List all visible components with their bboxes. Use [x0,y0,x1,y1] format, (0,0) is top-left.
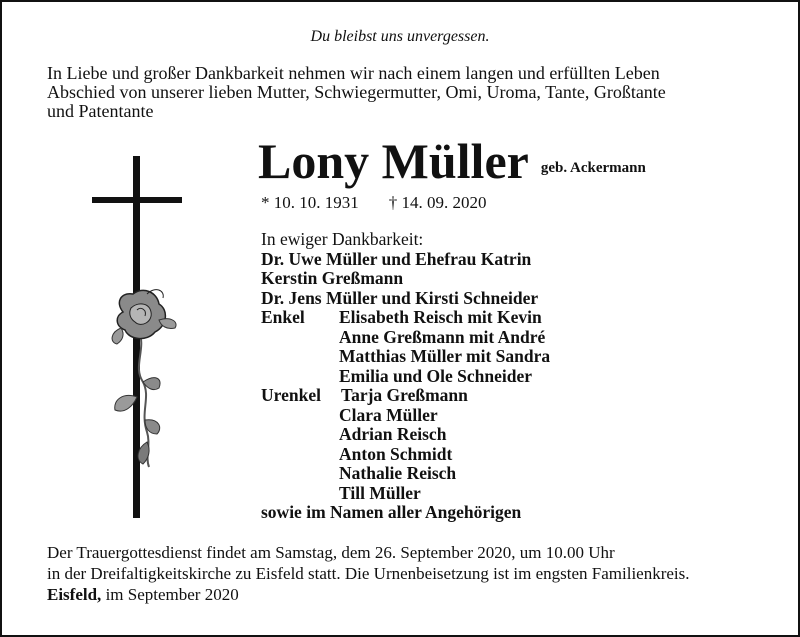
intro-text [47,64,767,121]
grandchild-entry [261,308,550,328]
birth-date: * 10. 10. 1931 [261,193,359,212]
great-grandchild-entry [261,406,550,426]
grandchild-entry [261,367,550,387]
great-grandchild-name: Tarja Greßmann [341,385,468,405]
grandchild-entry [261,347,550,367]
deceased-name: Lony Müller [258,133,529,189]
grandchild-name: Emilia und Ole Schneider [339,365,533,386]
maiden-name: geb. Ackermann [540,160,646,176]
grandchild-entry [261,328,550,348]
name-line [258,132,646,190]
cross-with-rose [85,152,195,527]
great-grandchild-entry [261,445,550,465]
place-date-line [47,584,690,605]
great-grandchild-name: Till Müller [339,482,421,503]
great-grandchildren-label: Urenkel [261,385,321,405]
service-line: in der Dreifaltigkeitskirche zu Eisfeld statt. Die Urnenbeisetzung ist im engsten Familienkreis. [47,564,690,583]
date-line: im September 2020 [105,585,239,604]
motto: Du bleibst uns unvergessen. [310,28,490,45]
child-entry: Dr. Uwe Müller und Ehefrau Katrin [261,248,532,269]
grandchild-name: Elisabeth Reisch mit Kevin [339,307,542,327]
great-grandchild-entry [261,386,550,406]
relatives-line: sowie im Namen aller Angehörigen [261,502,522,522]
place: Eisfeld, [47,585,102,604]
death-date: † 14. 09. 2020 [388,193,487,212]
service-info [47,542,690,605]
great-grandchild-name: Anton Schmidt [339,443,453,464]
intro-line: Abschied von unserer lieben Mutter, Schwiegermutter, Omi, Uroma, Tante, Großtante [47,82,666,102]
great-grandchild-entry [261,484,550,504]
intro-line: und Patentante [47,101,154,121]
service-line: Der Trauergottesdienst findet am Samstag, dem 26. September 2020, um 10.00 Uhr [47,543,615,562]
child-entry: Kerstin Greßmann [261,268,404,288]
great-grandchild-name: Adrian Reisch [339,424,447,444]
great-grandchild-entry [261,464,550,484]
grandchild-name: Matthias Müller mit Sandra [339,346,551,366]
great-grandchild-entry [261,425,550,445]
great-grandchild-name: Nathalie Reisch [339,463,457,483]
grandchildren-label: Enkel [261,307,305,327]
intro-line: In Liebe und großer Dankbarkeit nehmen wir nach einem langen und erfüllten Leben [47,63,660,83]
mourners-list [261,230,550,523]
child-entry: Dr. Jens Müller und Kirsti Schneider [261,287,539,308]
grandchild-name: Anne Greßmann mit André [339,326,546,347]
life-dates [261,193,487,213]
gratitude-heading: In ewiger Dankbarkeit: [261,229,424,249]
great-grandchild-name: Clara Müller [339,404,438,425]
rose-icon [112,290,176,467]
cross-icon [85,152,195,522]
